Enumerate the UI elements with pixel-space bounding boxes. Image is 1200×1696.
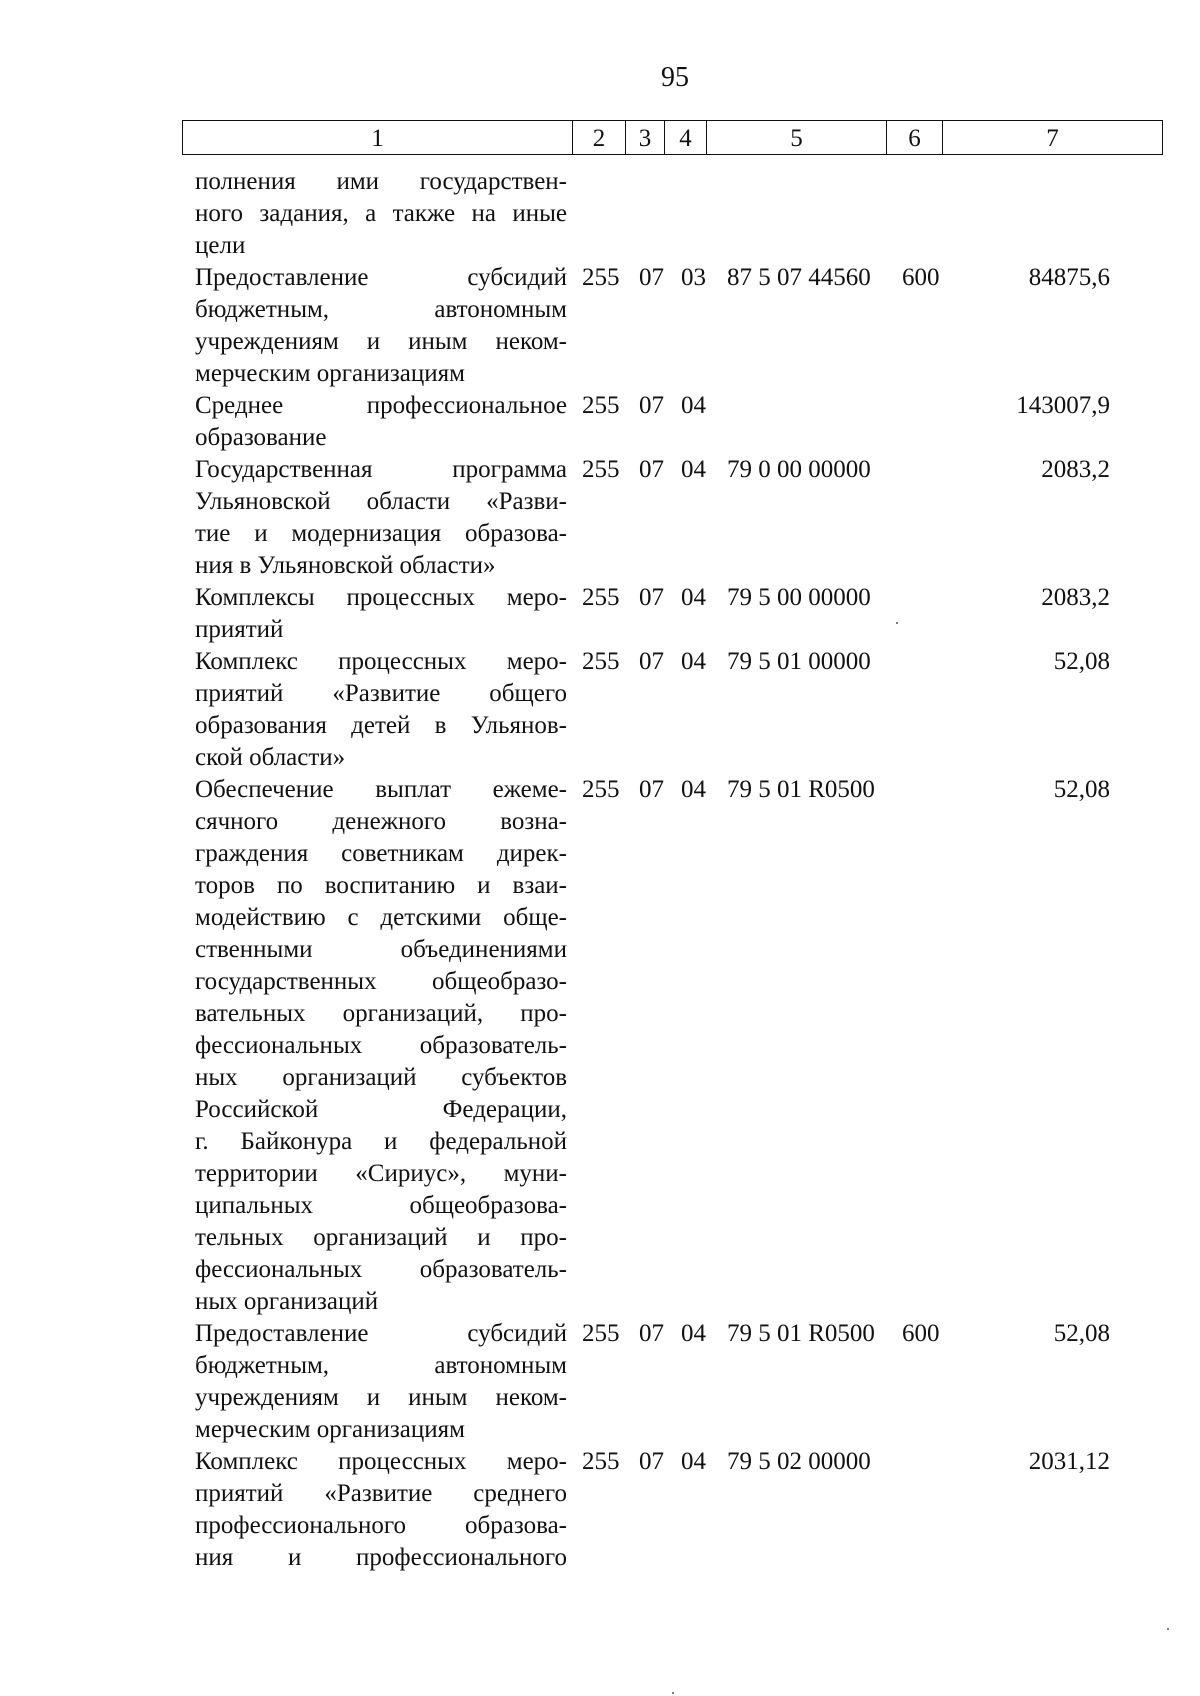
section-code: 07 [639, 456, 664, 483]
section-code: 07 [639, 392, 664, 419]
table-row [0, 454, 1200, 582]
header-col-1: 1 [183, 121, 573, 154]
description-line: образование [195, 424, 327, 451]
target-article-code: 79 5 01 R0500 [727, 776, 875, 803]
description-line: сячного денежного возна- [195, 808, 567, 835]
target-article-code: 79 0 00 00000 [727, 456, 871, 483]
admin-code: 255 [582, 1448, 620, 1475]
description-line: г. Байконура и федеральной [195, 1128, 567, 1155]
expense-type-code: 600 [902, 264, 940, 291]
row-description [195, 582, 567, 646]
table-row [0, 774, 1200, 1318]
target-article-code: 79 5 01 00000 [727, 648, 871, 675]
amount: 2083,2 [1041, 584, 1110, 611]
section-code: 07 [639, 584, 664, 611]
header-col-6: 6 [887, 121, 943, 154]
table-row [0, 582, 1200, 646]
admin-code: 255 [582, 776, 620, 803]
subsection-code: 04 [681, 648, 706, 675]
header-col-2: 2 [573, 121, 626, 154]
scan-speck [1167, 1628, 1169, 1630]
description-line: ственными объединениями [195, 936, 567, 963]
description-line: торов по воспитанию и взаи- [195, 872, 567, 899]
amount: 2083,2 [1041, 456, 1110, 483]
table-row [0, 1446, 1200, 1574]
scan-speck [672, 1692, 674, 1694]
table-row [0, 390, 1200, 454]
description-line: Российской Федерации, [195, 1096, 567, 1123]
row-description [195, 1446, 567, 1574]
header-col-5: 5 [707, 121, 887, 154]
description-line: граждения советникам дирек- [195, 840, 567, 867]
section-code: 07 [639, 776, 664, 803]
description-line: Комплекс процессных меро- [195, 1448, 567, 1475]
description-line: Обеспечение выплат ежеме- [195, 776, 567, 803]
admin-code: 255 [582, 392, 620, 419]
admin-code: 255 [582, 648, 620, 675]
section-code: 07 [639, 1448, 664, 1475]
amount: 52,08 [1053, 776, 1110, 803]
admin-code: 255 [582, 1320, 620, 1347]
description-line: ных организаций [195, 1288, 379, 1315]
description-line: модействию с детскими обще- [195, 904, 567, 931]
subsection-code: 04 [681, 392, 706, 419]
target-article-code: 79 5 02 00000 [727, 1448, 871, 1475]
header-col-4: 4 [665, 121, 707, 154]
amount: 84875,6 [1028, 264, 1110, 291]
description-line: Предоставление субсидий [195, 264, 567, 291]
admin-code: 255 [582, 584, 620, 611]
description-line: приятий «Развитие среднего [195, 1480, 567, 1507]
row-description [195, 1318, 567, 1446]
subsection-code: 04 [681, 584, 706, 611]
subsection-code: 04 [681, 776, 706, 803]
description-line: Государственная программа [195, 456, 567, 483]
description-line: ния в Ульяновской области» [195, 552, 496, 579]
description-line: профессионального образова- [195, 1512, 567, 1539]
amount: 52,08 [1053, 648, 1110, 675]
description-line: фессиональных образователь- [195, 1256, 567, 1283]
description-line: государственных общеобразо- [195, 968, 567, 995]
table-header [182, 120, 1163, 155]
table-row [0, 646, 1200, 774]
description-line: образования детей в Ульянов- [195, 712, 567, 739]
description-line: Комплекс процессных меро- [195, 648, 567, 675]
description-line: учреждениям и иным неком- [195, 1384, 567, 1411]
description-line: приятий [195, 616, 284, 643]
subsection-code: 04 [681, 456, 706, 483]
section-code: 07 [639, 264, 664, 291]
table-row [0, 1318, 1200, 1446]
amount: 52,08 [1053, 1320, 1110, 1347]
description-line: полнения ими государствен- [195, 168, 567, 195]
scan-speck [896, 622, 898, 624]
description-line: тельных организаций и про- [195, 1224, 567, 1251]
subsection-code: 04 [681, 1448, 706, 1475]
header-col-7: 7 [1046, 124, 1059, 152]
table-row [0, 262, 1200, 390]
description-line: фессиональных образователь- [195, 1032, 567, 1059]
admin-code: 255 [582, 264, 620, 291]
section-code: 07 [639, 1320, 664, 1347]
description-line: ных организаций субъектов [195, 1064, 567, 1091]
subsection-code: 04 [681, 1320, 706, 1347]
section-code: 07 [639, 648, 664, 675]
expense-type-code: 600 [902, 1320, 940, 1347]
description-line: Предоставление субсидий [195, 1320, 567, 1347]
description-line: мерческим организациям [195, 360, 465, 387]
table-row [0, 166, 1200, 262]
description-line: учреждениям и иным неком- [195, 328, 567, 355]
row-description [195, 262, 567, 390]
row-description [195, 774, 567, 1318]
row-description [195, 454, 567, 582]
description-line: бюджетным, автономным [195, 296, 567, 323]
subsection-code: 03 [681, 264, 706, 291]
amount: 2031,12 [1028, 1448, 1110, 1475]
description-line: бюджетным, автономным [195, 1352, 567, 1379]
target-article-code: 79 5 01 R0500 [727, 1320, 875, 1347]
description-line: ния и профессионального [195, 1544, 567, 1571]
page-number: 95 [661, 62, 689, 93]
row-description [195, 390, 567, 454]
description-line: цели [195, 232, 246, 259]
description-line: Среднее профессиональное [195, 392, 567, 419]
description-line: Ульяновской области «Разви- [195, 488, 567, 515]
row-description [195, 646, 567, 774]
header-col-3: 3 [626, 121, 665, 154]
description-line: ного задания, а также на иные [195, 200, 567, 227]
description-line: ципальных общеобразова- [195, 1192, 567, 1219]
description-line: ской области» [195, 744, 346, 771]
description-line: мерческим организациям [195, 1416, 465, 1443]
target-article-code: 87 5 07 44560 [727, 264, 871, 291]
description-line: вательных организаций, про- [195, 1000, 567, 1027]
description-line: территории «Сириус», муни- [195, 1160, 567, 1187]
amount: 143007,9 [1016, 392, 1110, 419]
admin-code: 255 [582, 456, 620, 483]
description-line: тие и модернизация образова- [195, 520, 567, 547]
target-article-code: 79 5 00 00000 [727, 584, 871, 611]
description-line: приятий «Развитие общего [195, 680, 567, 707]
description-line: Комплексы процессных меро- [195, 584, 567, 611]
row-description [195, 166, 567, 262]
